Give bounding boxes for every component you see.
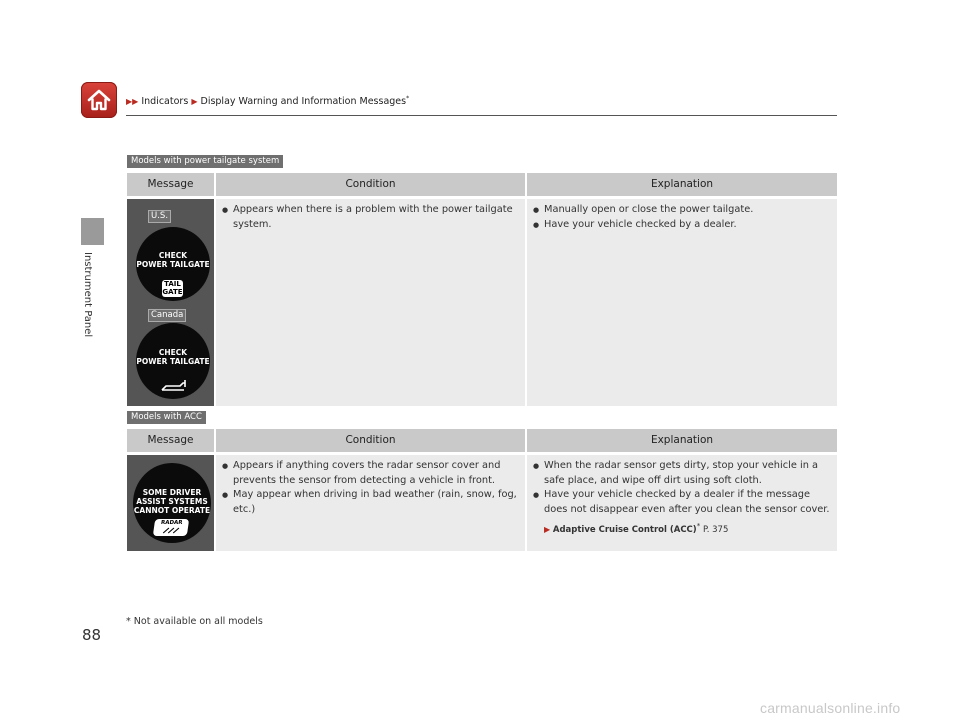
chevron-right-icon: ▶▶: [126, 97, 139, 107]
list-item: ● Appears when there is a problem with the power tailgate system.: [222, 203, 521, 232]
breadcrumb-item[interactable]: Display Warning and Information Messages: [200, 96, 407, 108]
driver-assist-warning-icon: SOME DRIVER ASSIST SYSTEMS CANNOT OPERATE RADAR: [133, 463, 211, 543]
breadcrumb: [126, 95, 409, 107]
watermark: carmanualsonline.info: [760, 700, 901, 716]
column-header: Condition: [216, 429, 525, 452]
asterisk-mark: *: [406, 95, 410, 102]
check-power-tailgate-icon: CHECK POWER TAILGATE: [136, 323, 210, 399]
message-cell: [127, 199, 214, 406]
column-header: Explanation: [527, 173, 837, 196]
home-button[interactable]: [81, 82, 117, 118]
page-number: 88: [82, 626, 102, 644]
explanation-cell: [527, 199, 837, 406]
reference-arrow-icon: ▶: [544, 524, 551, 534]
column-header: Message: [127, 173, 214, 196]
table-header: [127, 173, 837, 196]
tailgate-badge: TAIL GATE: [162, 280, 183, 296]
region-label: Canada: [148, 309, 186, 322]
header-rule: [126, 115, 837, 116]
column-header: Condition: [216, 173, 525, 196]
list-item: ● May appear when driving in bad weather (rain, snow, fog, etc.): [222, 488, 521, 517]
section-tab[interactable]: [81, 218, 104, 245]
column-header: Message: [127, 429, 214, 452]
column-header: Explanation: [527, 429, 837, 452]
region-label: U.S.: [148, 210, 171, 223]
footnote: * Not available on all models: [126, 616, 263, 627]
condition-cell: [216, 455, 525, 551]
cross-reference-link[interactable]: [533, 519, 833, 537]
list-item: ● Have your vehicle checked by a dealer if the message does not disappear even after you clean the sensor cover.: [533, 488, 833, 517]
section-label: Instrument Panel: [82, 252, 93, 338]
model-tag: Models with power tailgate system: [127, 155, 283, 168]
radar-sensor-badge: RADAR: [153, 519, 189, 536]
list-item: ● Have your vehicle checked by a dealer.: [533, 218, 833, 233]
explanation-cell: [527, 455, 837, 551]
breadcrumb-item[interactable]: Indicators: [141, 96, 189, 108]
message-cell: [127, 455, 214, 551]
condition-cell: [216, 199, 525, 406]
list-item: ● When the radar sensor gets dirty, stop your vehicle in a safe place, and wipe off dirt using soft cloth.: [533, 459, 833, 488]
table-row: [127, 199, 837, 406]
list-item: ● Appears if anything covers the radar sensor cover and prevents the sensor from detecting a vehicle in front.: [222, 459, 521, 488]
open-tailgate-icon: [160, 377, 188, 393]
radar-blocked-icon: [160, 527, 181, 535]
home-icon: [85, 86, 113, 114]
asterisk-mark: *: [696, 521, 701, 530]
table-row: [127, 455, 837, 551]
xref-title: Adaptive Cruise Control (ACC): [552, 524, 697, 535]
xref-page: P. 375: [702, 524, 729, 535]
table-header: [127, 429, 837, 452]
list-item: ● Manually open or close the power tailgate.: [533, 203, 833, 218]
model-tag: Models with ACC: [127, 411, 206, 424]
chevron-right-icon: ▶: [191, 97, 198, 107]
check-power-tailgate-icon: CHECK POWER TAILGATE TAIL GATE: [136, 227, 210, 301]
